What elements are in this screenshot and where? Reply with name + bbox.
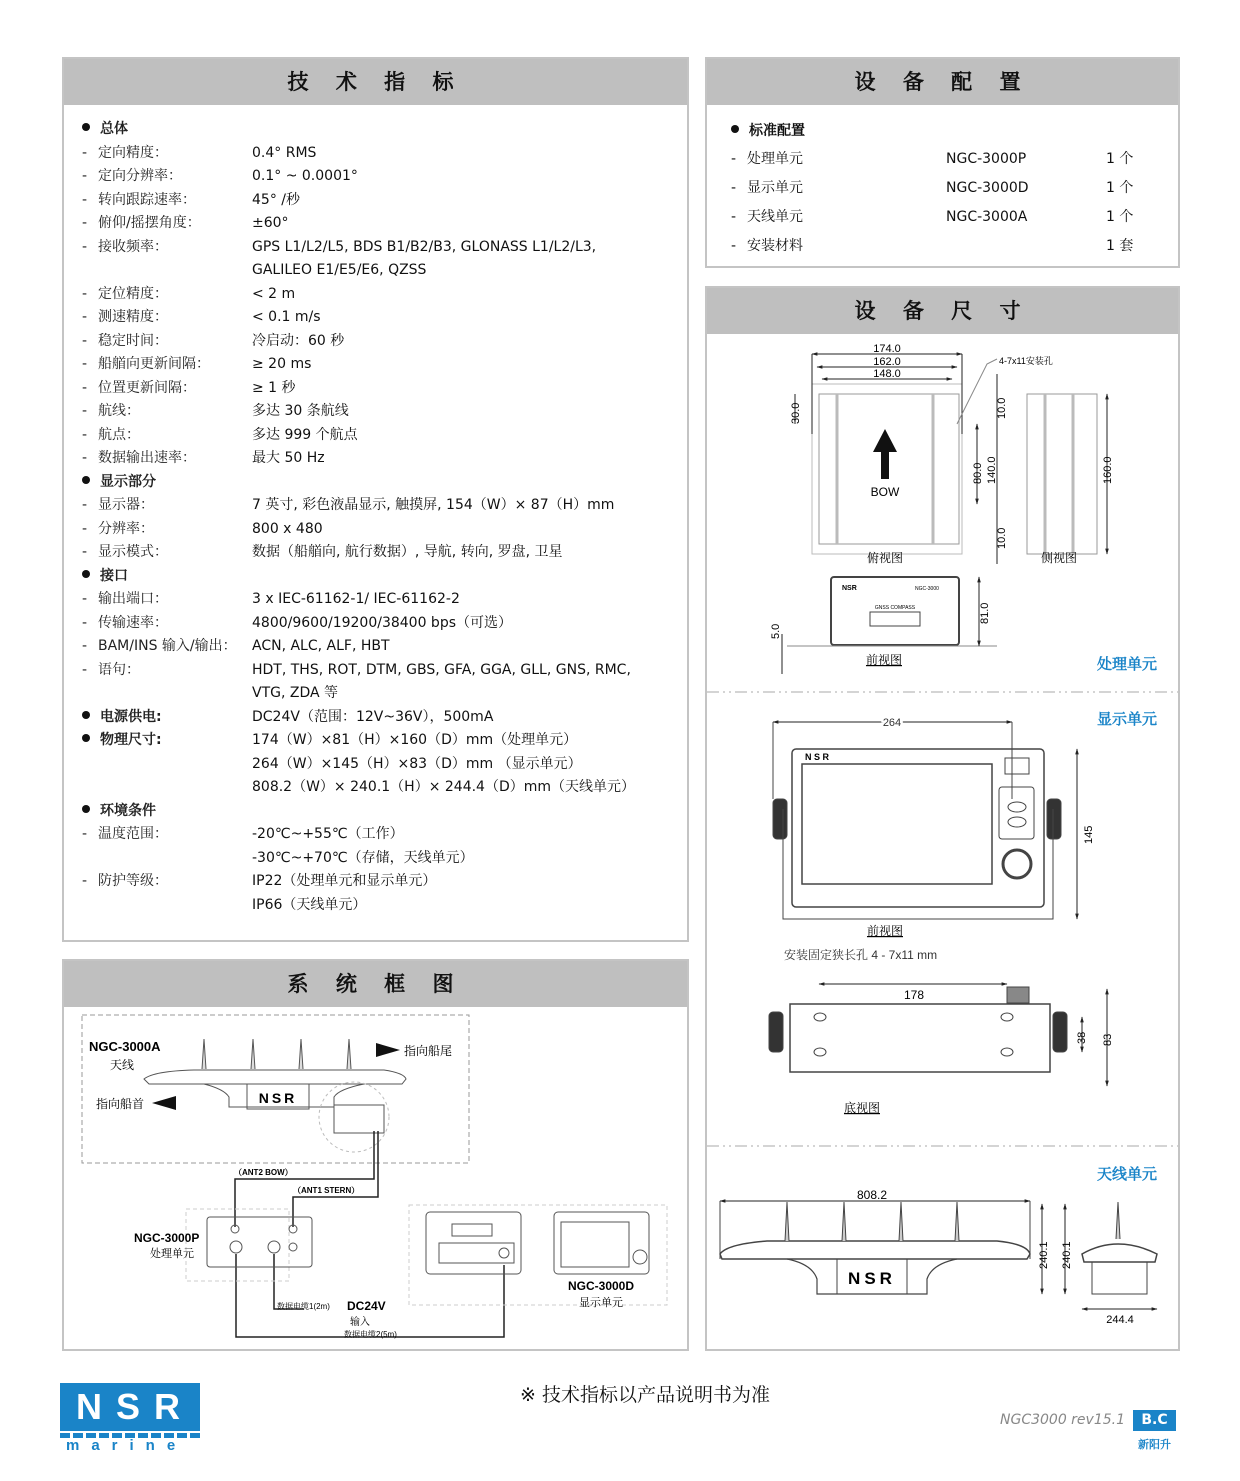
system-antenna-brand: NSR (258, 1090, 298, 1106)
spec-label (82, 400, 252, 424)
config-panel (705, 57, 1180, 268)
spec-label (82, 471, 252, 495)
cable2-label: 数据电缆2(5m) (344, 1330, 397, 1339)
spec-label (82, 847, 252, 871)
dim-81: 81.0 (979, 602, 991, 624)
dash-marker: - (82, 497, 88, 513)
spec-row (82, 776, 687, 800)
bullet-icon (82, 570, 90, 578)
spec-label (82, 283, 252, 307)
spec-row (82, 518, 687, 542)
spec-label (82, 541, 252, 565)
dim-160: 160.0 (1102, 456, 1114, 484)
dash-marker: - (82, 191, 88, 208)
display-brand: N S R (805, 752, 830, 762)
processor-name-label: 处理单元 (150, 1248, 194, 1260)
spec-row (82, 753, 687, 777)
antenna-unit-label: 天线单元 (1096, 1166, 1157, 1183)
spec-label (82, 894, 252, 918)
config-item-name (731, 232, 946, 261)
spec-row (82, 165, 687, 189)
system-diagram-panel (62, 959, 689, 1351)
spec-value: 3 x IEC-61162-1/ IEC-61162-2 (252, 591, 460, 607)
dash-marker: - (82, 614, 88, 631)
spec-value: -20℃~+55℃（工作） (252, 826, 404, 842)
dash-marker: - (82, 661, 88, 678)
dimensions-panel (705, 286, 1180, 1351)
config-item-model (946, 232, 1106, 261)
dim-140: 140.0 (986, 456, 998, 484)
dim-38: 38 (1076, 1031, 1088, 1044)
spec-label (82, 870, 252, 894)
dc-input-label: 输入 (350, 1317, 370, 1328)
spec-row (82, 377, 687, 401)
config-subtitle-text: 标准配置 (749, 123, 805, 139)
config-item-model: NGC-3000P (946, 151, 1027, 167)
dim-10-bottom: 10.0 (996, 527, 1008, 549)
antenna-model-label: NGC-3000A (89, 1039, 161, 1054)
processor-side-view (1027, 394, 1107, 554)
spec-value: ≥ 20 ms (252, 356, 312, 372)
footnote: ※ 技术指标以产品说明书为准 (520, 1384, 770, 1406)
spec-value: 800 x 480 (252, 520, 323, 537)
spec-section (82, 471, 687, 495)
spec-row (82, 142, 687, 166)
system-title: 系 统 框 图 (64, 961, 687, 1007)
config-row (731, 145, 1178, 174)
spec-value: 多达 30 条航线 (252, 403, 349, 419)
top-view-caption: 俯视图 (866, 551, 904, 565)
spec-value: 7 英寸, 彩色液晶显示, 触摸屏, 154（W）× 87（H）mm (252, 497, 615, 513)
spec-row (82, 283, 687, 307)
spec-row (82, 823, 687, 847)
dim-162: 162.0 (873, 356, 901, 368)
spec-label (82, 165, 252, 189)
spec-label-text: 输出端口： (98, 591, 168, 607)
config-item-model: NGC-3000A (946, 209, 1028, 225)
dash-marker: - (82, 144, 88, 161)
spec-row (82, 447, 687, 471)
spec-label-text: 航点： (98, 426, 140, 443)
spec-label (82, 612, 252, 636)
spec-label (82, 588, 252, 612)
spec-label (82, 518, 252, 542)
config-row (731, 232, 1178, 261)
dash-marker: - (82, 379, 88, 396)
spec-row (82, 494, 687, 518)
spec-value: < 0.1 m/s (252, 309, 321, 325)
spec-label-text: 防护等级： (98, 873, 168, 889)
spec-row (82, 588, 687, 612)
dc24v-label: DC24V (347, 1299, 386, 1313)
spec-label (82, 377, 252, 401)
config-item-qty: 1 个 (1106, 151, 1134, 167)
spec-row (82, 400, 687, 424)
bow-arrow-icon (873, 429, 897, 479)
config-item-name (731, 145, 946, 174)
spec-row (82, 259, 687, 283)
config-item-qty: 1 个 (1106, 180, 1134, 196)
spec-row (82, 353, 687, 377)
config-list (707, 105, 1178, 261)
spec-value: 0.4° RMS (252, 144, 317, 161)
spec-value: -30℃~+70℃（存储，天线单元） (252, 849, 474, 866)
spec-value: 0.1° ~ 0.0001° (252, 168, 358, 184)
config-item-name (731, 174, 946, 203)
spec-label (82, 565, 252, 589)
spec-label (82, 306, 252, 330)
spec-section (82, 800, 687, 824)
dash-marker: - (82, 309, 88, 325)
spec-label (82, 118, 252, 142)
spec-label (82, 424, 252, 448)
bullet-icon (82, 123, 90, 131)
spec-label (82, 729, 252, 753)
spec-row (82, 612, 687, 636)
spec-label-text: 数据输出速率： (98, 450, 196, 466)
to-bow-label: 指向船首 (96, 1097, 145, 1111)
spec-label (82, 753, 252, 777)
dash-marker: - (82, 450, 88, 466)
nsr-marine-logo (60, 1383, 200, 1453)
config-item-name (731, 203, 946, 232)
display-model-label: NGC-3000D (567, 1279, 635, 1293)
spec-label-text: 语句： (98, 661, 140, 678)
spec-row (82, 541, 687, 565)
spec-row (82, 424, 687, 448)
spec-value: ACN, ALC, ALF, HBT (252, 638, 390, 654)
dash-marker: - (82, 520, 88, 537)
bullet-icon (82, 805, 90, 813)
spec-row (82, 894, 687, 918)
spec-label (82, 706, 252, 730)
dash-marker: - (731, 238, 737, 254)
dash-marker: - (731, 151, 737, 167)
spec-label (82, 635, 252, 659)
spec-value: 数据（船艏向, 航行数据）, 导航, 转向, 罗盘, 卫星 (252, 544, 563, 560)
ant2-label: （ANT2 BOW） (234, 1168, 293, 1177)
spec-row (82, 659, 687, 683)
spec-value: ≥ 1 秒 (252, 379, 296, 396)
antenna-front-view (720, 1201, 1157, 1309)
spec-row (82, 330, 687, 354)
spec-label-text: 稳定时间： (98, 332, 168, 349)
spec-value: 多达 999 个航点 (252, 426, 358, 443)
spec-label-text: 分辨率： (98, 520, 154, 537)
spec-label-text: 定向精度： (98, 144, 168, 161)
spec-value: 174（W）×81（H）×160（D）mm（处理单元） (252, 732, 578, 748)
to-stern-label: 指向船尾 (404, 1044, 453, 1058)
spec-value: GALILEO E1/E5/E6, QZSS (252, 262, 427, 278)
spec-value: HDT, THS, ROT, DTM, GBS, GFA, GGA, GLL, GNS, RMC, (252, 661, 631, 678)
display-holes-label: 安装固定狭长孔 4 - 7x11 mm (784, 948, 938, 962)
processor-brand: NSR (842, 585, 857, 592)
dimension-drawings (707, 334, 1178, 1349)
spec-row (82, 635, 687, 659)
revision-label: NGC3000 rev15.1 (1000, 1412, 1126, 1428)
spec-label-text: 转向跟踪速率： (98, 191, 196, 208)
spec-label-text: BAM/INS 输入/输出： (98, 638, 237, 654)
dim-80: 80.0 (972, 462, 984, 484)
spec-label (82, 189, 252, 213)
spec-label-text: 定向分辨率： (98, 168, 182, 184)
antenna-name-label: 天线 (109, 1058, 135, 1072)
system-diagram (64, 1007, 687, 1349)
dash-marker: - (82, 356, 88, 372)
spec-label (82, 494, 252, 518)
display-bottom-view (769, 984, 1107, 1086)
spec-section (82, 729, 687, 753)
dim-10-top: 10.0 (996, 397, 1008, 419)
spec-value: ±60° (252, 215, 289, 231)
config-item-model: NGC-3000D (946, 180, 1029, 196)
side-view-caption: 侧视图 (1040, 551, 1078, 565)
dash-marker: - (82, 426, 88, 443)
config-row (731, 203, 1178, 232)
display-unit-label: 显示单元 (1096, 711, 1157, 728)
spec-value: < 2 m (252, 285, 296, 302)
spec-label (82, 447, 252, 471)
spec-label-text: 环境条件 (100, 802, 156, 819)
spec-label-text: 传输速率： (98, 614, 168, 631)
display-front-view-caption: 前视图 (866, 924, 904, 938)
processor-model-mark: NGC-3000 (915, 586, 939, 592)
spec-value: 冷启动：60 秒 (252, 332, 345, 349)
dim-30: 30.0 (790, 402, 802, 424)
dim-244: 244.4 (1106, 1314, 1134, 1326)
spec-row (82, 189, 687, 213)
dim-240-front: 240.1 (1038, 1241, 1050, 1269)
spec-panel (62, 57, 689, 942)
config-item-name-text: 天线单元 (747, 209, 803, 225)
dimensions-title: 设 备 尺 寸 (707, 288, 1178, 334)
spec-label (82, 330, 252, 354)
dim-240-side: 240.1 (1061, 1241, 1073, 1269)
spec-value: 808.2（W）× 240.1（H）× 244.4（D）mm（天线单元） (252, 779, 636, 795)
spec-row (82, 847, 687, 871)
config-subtitle (731, 117, 1178, 145)
spec-label (82, 682, 252, 706)
spec-value: GPS L1/L2/L5, BDS B1/B2/B3, GLONASS L1/L2/L3, (252, 238, 597, 255)
spec-title: 技 术 指 标 (64, 59, 687, 105)
dash-marker: - (82, 403, 88, 419)
arrow-left-icon (152, 1096, 176, 1110)
spec-label (82, 800, 252, 824)
processor-model-label: NGC-3000P (134, 1231, 200, 1245)
dash-marker: - (82, 238, 88, 255)
spec-section (82, 565, 687, 589)
bullet-icon (82, 734, 90, 742)
dash-marker: - (82, 168, 88, 184)
bow-label: BOW (870, 485, 900, 499)
config-item-name-text: 安装材料 (747, 238, 803, 254)
spec-label (82, 142, 252, 166)
dash-marker: - (82, 591, 88, 607)
spec-section (82, 118, 687, 142)
config-item-name-text: 处理单元 (747, 151, 803, 167)
dash-marker: - (82, 638, 88, 654)
spec-label-text: 位置更新间隔： (98, 379, 196, 396)
spec-label-text: 显示器： (98, 497, 154, 513)
spec-label (82, 659, 252, 683)
bullet-icon (82, 476, 90, 484)
spec-label-text: 船艏向更新间隔： (98, 356, 210, 372)
spec-list (64, 105, 687, 917)
dash-marker: - (82, 285, 88, 302)
spec-label-text: 温度范围： (98, 826, 168, 842)
dim-5: 5.0 (770, 623, 782, 639)
spec-label-text: 测速精度： (98, 309, 168, 325)
dim-264: 264 (882, 717, 902, 729)
ant1-label: （ANT1 STERN） (293, 1186, 360, 1195)
spec-value: DC24V（范围：12V~36V），500mA (252, 708, 494, 725)
spec-row (82, 870, 687, 894)
dim-178: 178 (903, 988, 925, 1002)
display-rear-drawing (426, 1212, 521, 1274)
spec-row (82, 212, 687, 236)
spec-label-text: 电源供电: (100, 708, 162, 725)
mount-holes-label: 4-7x11安装孔 (999, 356, 1053, 366)
dim-808: 808.2 (856, 1188, 888, 1202)
antenna-group-box (82, 1015, 469, 1163)
dim-83: 83 (1102, 1033, 1114, 1046)
cable1-label: 数据电缆1(2m) (277, 1302, 330, 1311)
spec-section (82, 706, 687, 730)
spec-label-text: 定位精度： (98, 285, 168, 302)
spec-label (82, 776, 252, 800)
spec-row (82, 236, 687, 260)
display-front-drawing (554, 1212, 649, 1274)
processor-unit-label: 处理单元 (1096, 656, 1157, 673)
spec-value: IP22（处理单元和显示单元） (252, 873, 437, 889)
spec-label-text: 总体 (100, 121, 128, 137)
spec-label (82, 236, 252, 260)
dash-marker: - (82, 873, 88, 889)
processor-drawing (207, 1217, 312, 1267)
spec-label (82, 259, 252, 283)
front-view-caption: 前视图 (865, 653, 903, 667)
spec-row (82, 306, 687, 330)
spec-label (82, 353, 252, 377)
spec-value: 45° /秒 (252, 191, 300, 208)
spec-label-text: 显示模式： (98, 544, 168, 560)
antenna-brand: NSR (848, 1269, 896, 1288)
spec-row (82, 682, 687, 706)
dim-148: 148.0 (873, 368, 901, 380)
spec-label-text: 接口 (100, 567, 128, 584)
spec-value: IP66（天线单元） (252, 896, 367, 913)
bullet-icon (731, 125, 739, 133)
config-item-qty: 1 个 (1106, 209, 1134, 225)
processor-caption: GNSS COMPASS (874, 605, 916, 611)
spec-value: VTG, ZDA 等 (252, 685, 339, 701)
spec-label-text: 显示部分 (100, 473, 156, 490)
spec-label-text: 航线： (98, 403, 140, 419)
processor-top-view (795, 354, 997, 564)
spec-value: 264（W）×145（H）×83（D）mm （显示单元） (252, 755, 582, 772)
config-title: 设 备 配 置 (707, 59, 1178, 105)
spec-label (82, 212, 252, 236)
bottom-view-caption: 底视图 (843, 1101, 881, 1115)
dash-marker: - (731, 209, 737, 225)
dim-174: 174.0 (873, 343, 901, 355)
logo-main-text: NSR (60, 1383, 200, 1431)
spec-value: 4800/9600/19200/38400 bps（可选） (252, 614, 512, 631)
dim-145: 145 (1083, 825, 1095, 844)
bc-badge-sub: 新阳升 (1138, 1438, 1171, 1451)
config-row (731, 174, 1178, 203)
config-item-name-text: 显示单元 (747, 180, 803, 196)
config-item-qty: 1 套 (1106, 238, 1134, 254)
spec-label-text: 接收频率： (98, 238, 168, 255)
bullet-icon (82, 711, 90, 719)
arrow-right-icon (376, 1043, 400, 1057)
dash-marker: - (82, 332, 88, 349)
dash-marker: - (82, 544, 88, 560)
spec-label (82, 823, 252, 847)
dash-marker: - (82, 215, 88, 231)
dash-marker: - (82, 826, 88, 842)
logo-sub-text: marine (66, 1437, 188, 1454)
bc-badge: B.C (1133, 1410, 1176, 1431)
spec-label-text: 物理尺寸: (100, 732, 162, 748)
display-name-label: 显示单元 (579, 1297, 623, 1309)
dash-marker: - (731, 180, 737, 196)
spec-label-text: 俯仰/摇摆角度： (98, 215, 201, 231)
spec-value: 最大 50 Hz (252, 450, 325, 466)
